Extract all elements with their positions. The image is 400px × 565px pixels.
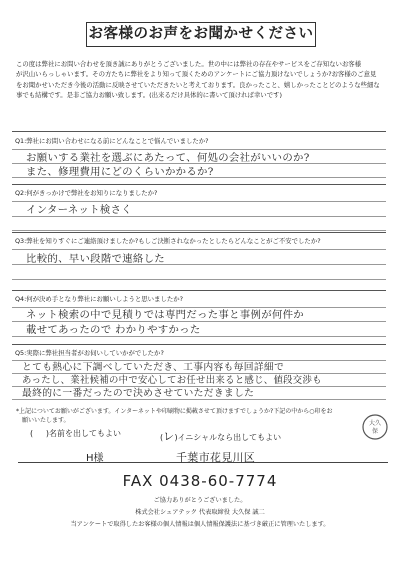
question-label: Q1:弊社にお問い合わせになる前にどんなことで悩んでいましたか?	[15, 137, 209, 145]
question-2	[12, 184, 386, 234]
answer-rule	[12, 336, 386, 337]
divider	[12, 232, 386, 233]
fax-number: FAX 0438-60-7774	[122, 472, 278, 490]
answer-text[interactable]: 載せてあったので わかりやすかった	[26, 324, 201, 336]
answer-text[interactable]: お願いする業社を選ぶにあたって、何処の会社がいいのか?	[26, 152, 310, 164]
divider	[12, 131, 386, 132]
question-label: Q2:何がきっかけで弊社をお知りになりましたか?	[15, 189, 158, 197]
thanks-text: ご協力ありがとうございました。	[153, 497, 247, 504]
question-5	[12, 344, 386, 404]
svg-text:大久: 大久	[368, 420, 382, 427]
answer-text[interactable]: ネット検索の中で見積りでは専門だった事と事例が何件か	[26, 309, 304, 321]
intro-text	[16, 59, 386, 100]
consent-text: *上記についてお願いがございます。インターネットや印刷物に掲載させて頂けますでしょうか?下記の中から○印をお	[16, 408, 333, 415]
intro-line: この度は弊社にお問い合わせを頂き誠にありがとうございました。世の中には弊社の存在やサービスをご存知ないお客様	[16, 60, 362, 68]
check-mark: レ	[163, 430, 175, 443]
customer-address[interactable]: 千葉市花見川区	[176, 451, 256, 464]
intro-line: をお聞かせいただき今後の活動に反映させていただきたいと考えております。良かったこと、嬉しかったことどのような些細な	[16, 80, 380, 89]
answer-text[interactable]: とても熱心に下調べしていただき、工事内容も毎回詳細で	[22, 362, 285, 373]
page-title: お客様のお声をお聞かせください	[86, 22, 316, 47]
answer-text[interactable]: あったし、業社候補の中で安心してお任せ出来ると感じ、値段交渉も	[22, 375, 322, 386]
question-label: Q5:実際に弊社担当者がお伺いしていかがでしたか?	[15, 349, 164, 357]
intro-line: が沢山いらっしゃいます。その方たちに弊社をより知って頂くためのアンケートにご協力頂けないでしょうか?お客様のご意見	[16, 70, 377, 79]
answer-rule	[12, 230, 386, 231]
answer-rule	[12, 216, 386, 217]
question-3	[12, 232, 386, 288]
privacy-text: 当アンケートで取得したお客様の個人情報は個人情報保護法に基づき厳正に管理いたします。	[70, 521, 330, 528]
question-label: Q3:弊社を知りすぐにご連絡頂けましたか?もしご決断されなかったとしたらどんなことがご不安でしたか?	[15, 237, 321, 245]
customer-name[interactable]: H様	[86, 453, 104, 464]
intro-line: 事でも結構です。是非ご協力お願い致します。(出来るだけ具体的に書いて頂ければ幸いです)	[16, 90, 282, 99]
answer-text[interactable]: 比較的、早い段階で連絡した	[26, 253, 165, 265]
question-1	[12, 128, 386, 184]
answer-text[interactable]: 最終的に一番だったので決めさせていただきました	[22, 388, 255, 399]
svg-text:保: 保	[371, 428, 379, 435]
answer-text[interactable]: また、修理費用にどのくらいかかるか?	[26, 166, 214, 178]
question-label: Q4:何が決め手となり弊社にお願いしようと思いましたか?	[15, 295, 184, 303]
consent-text: 願いいたします。	[22, 417, 70, 424]
answer-rule	[12, 399, 386, 400]
divider	[12, 184, 386, 185]
answer-rule	[12, 177, 386, 178]
company-text: 株式会社シェアテック 代表取締役 大久保 誠二	[135, 509, 265, 516]
consent-option-named[interactable]: ( )名前を出してもよい	[30, 429, 121, 438]
question-4	[12, 290, 386, 344]
divider	[12, 344, 386, 345]
answer-rule	[12, 279, 386, 280]
answer-text[interactable]: インターネット検さく	[26, 204, 132, 216]
seal-stamp	[360, 412, 390, 442]
consent-option-initial[interactable]: (レ)イニシャルなら出してもよい	[160, 430, 282, 443]
divider	[12, 290, 386, 291]
consent-option-label: イニシャルなら出してもよい	[177, 433, 282, 442]
answer-rule	[12, 264, 386, 265]
consent-option-label: 名前を出してもよい	[48, 429, 121, 438]
